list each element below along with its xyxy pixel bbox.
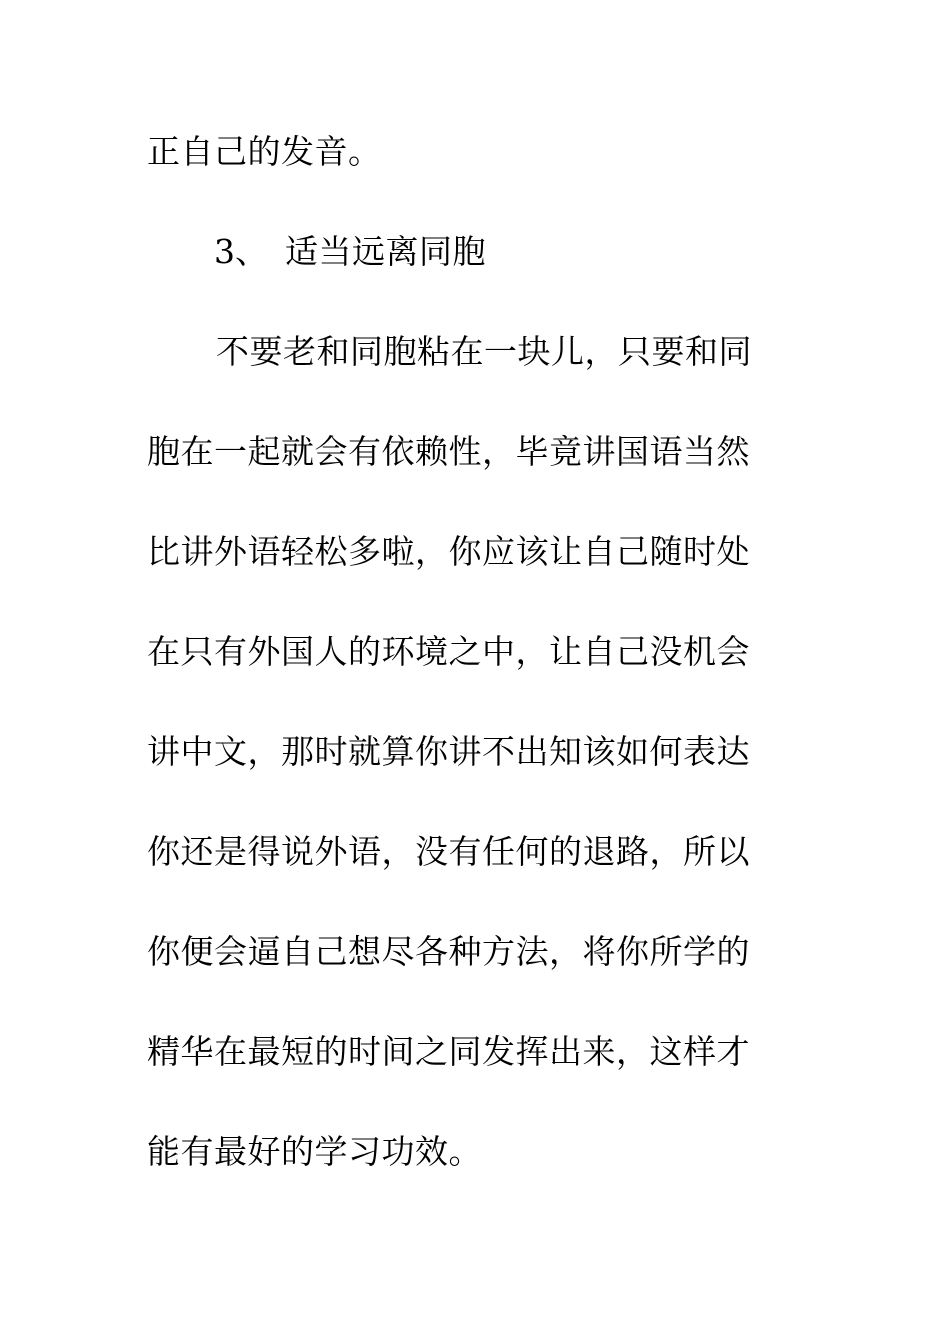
paragraph-line: 胞在一起就会有依赖性，毕竟讲国语当然	[147, 432, 750, 471]
continuation-line: 正自己的发音。	[147, 132, 382, 171]
section-number: 3、	[214, 232, 268, 271]
paragraph-line: 不要老和同胞粘在一块儿，只要和同	[216, 332, 752, 371]
paragraph-line: 精华在最短的时间之同发挥出来，这样才	[147, 1032, 750, 1071]
paragraph-line: 你便会逼自己想尽各种方法，将你所学的	[147, 932, 750, 971]
paragraph-line: 在只有外国人的环境之中，让自己没机会	[147, 632, 750, 671]
paragraph-line: 讲中文，那时就算你讲不出知该如何表达	[147, 732, 750, 771]
section-title: 适当远离同胞	[285, 232, 486, 271]
paragraph-line: 能有最好的学习功效。	[147, 1132, 482, 1171]
paragraph-line: 比讲外语轻松多啦，你应该让自己随时处	[147, 532, 750, 571]
paragraph-line: 你还是得说外语，没有任何的退路，所以	[147, 832, 750, 871]
